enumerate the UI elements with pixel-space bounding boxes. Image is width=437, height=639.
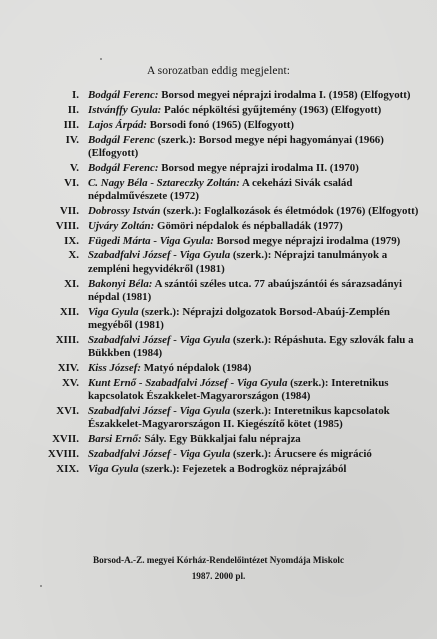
series-entry <box>30 306 420 332</box>
paper-speck <box>100 58 102 60</box>
entry-number: V. <box>69 161 79 174</box>
series-entry <box>30 377 420 403</box>
entry-author: Viga Gyula <box>88 305 139 318</box>
entry-number: III. <box>63 118 79 131</box>
entry-title: (szerk.): Foglalkozások és életmódok (1976) (Elfogyott) <box>163 204 419 217</box>
entry-text <box>88 448 420 461</box>
entry-title: (szerk.): Fejezetek a Bodrogköz néprajzából <box>141 462 347 475</box>
entry-title: Gömöri népdalok és népballadák (1977) <box>156 219 343 232</box>
entry-author: Ujváry Zoltán: <box>88 219 155 232</box>
entry-title: Borsod megye néprajzi irodalma II. (1970) <box>161 161 359 174</box>
entry-number: VIII. <box>55 219 79 232</box>
entry-author: Bodgál Ferenc <box>88 133 155 146</box>
series-heading: A sorozatban eddig megjelent: <box>146 65 291 77</box>
entry-title: Borsod megyei néprajzi irodalma I. (1958) (Elfogyott) <box>161 89 411 101</box>
entry-text <box>88 405 420 431</box>
entry-number: XI. <box>64 277 79 290</box>
entry-text <box>88 162 420 175</box>
entry-title: (szerk.): Interetnikus kapcsolatok Északkelet-Magyarországon II. Kiegészítő kötet (1985) <box>88 404 390 430</box>
entry-number: XVI. <box>56 404 79 417</box>
entry-title: (szerk.): Árucsere és migráció <box>232 447 372 460</box>
entry-number: X. <box>68 249 79 262</box>
series-entry <box>30 463 420 476</box>
entry-number: IX. <box>64 234 79 247</box>
entry-number: IV. <box>65 133 79 146</box>
entry-author: Bodgál Ferenc: <box>88 161 159 174</box>
entry-text <box>88 177 420 203</box>
entry-text <box>88 362 420 375</box>
entry-author: Kunt Ernő - Szabadfalvi József - Viga Gyula <box>88 376 288 389</box>
entry-title: Borsodi fonó (1965) (Elfogyott) <box>149 118 295 131</box>
entry-text <box>88 235 420 248</box>
entry-number: XIV. <box>57 361 79 374</box>
entry-text <box>88 306 420 332</box>
entry-text <box>88 278 420 304</box>
entry-title: (szerk.): Répáshuta. Egy szlovák falu a Bükkben (1984) <box>88 333 414 359</box>
entry-author: Fügedi Márta - Viga Gyula: <box>88 234 214 247</box>
entry-author: C. Nagy Béla - Sztareczky Zoltán: <box>88 176 240 189</box>
entry-title: Borsod megye néprajzi irodalma (1979) <box>216 234 401 247</box>
entry-author: Bodgál Ferenc: <box>88 89 159 101</box>
entry-number: XIII. <box>55 333 79 346</box>
entry-text <box>88 205 420 218</box>
paper-speck <box>40 585 42 587</box>
entry-text <box>88 89 420 102</box>
print-year-run: 1987. 2000 pl. <box>191 571 246 581</box>
entry-title: A szántói széles utca. 77 abaújszántói és sárazsadányi népdal (1981) <box>88 277 403 303</box>
entry-number: II. <box>67 103 79 116</box>
entry-author: Szabadfalvi József - Viga Gyula <box>88 404 231 417</box>
entry-title: (szerk.): Borsod megye népi hagyományai (1966) (Elfogyott) <box>88 133 384 159</box>
entry-text <box>88 249 420 275</box>
entry-title: A cekeházi Sivák család népdalművészete (1972) <box>88 176 353 202</box>
series-entry <box>30 405 420 431</box>
series-entry <box>30 448 420 461</box>
series-entry <box>30 205 420 218</box>
entry-title: (szerk.): Néprajzi dolgozatok Borsod-Abaúj-Zemplén megyéből (1981) <box>88 305 390 331</box>
entry-title: Palóc népköltési gyűjtemény (1963) (Elfogyott) <box>164 103 382 116</box>
entry-number: VI. <box>64 176 79 189</box>
entry-author: Szabadfalvi József - Viga Gyula <box>88 249 231 262</box>
entry-text <box>88 463 420 476</box>
series-entry <box>30 134 420 160</box>
entry-number: XVII. <box>52 432 79 445</box>
entry-number: XII. <box>59 305 79 318</box>
printer-name: Borsod-A.-Z. megyei Kórház-Rendelőintézet Nyomdája Miskolc <box>92 555 345 565</box>
entry-author: Kiss József: <box>88 361 141 374</box>
series-entry <box>30 177 420 203</box>
entry-title: Matyó népdalok (1984) <box>143 361 252 374</box>
entry-author: Barsi Ernő: <box>88 432 142 445</box>
entry-text <box>88 334 420 360</box>
entry-text <box>88 377 420 403</box>
series-entry <box>30 362 420 375</box>
entry-title: (szerk.): Interetnikus kapcsolatok Északkelet-Magyarországon (1984) <box>88 376 389 402</box>
entry-author: Dobrossy István <box>88 204 161 217</box>
entry-text <box>88 119 420 132</box>
series-entry <box>30 249 420 275</box>
entry-text <box>88 104 420 117</box>
entry-text <box>88 220 420 233</box>
entry-author: Szabadfalvi József - Viga Gyula <box>88 447 231 460</box>
series-entry <box>30 119 420 132</box>
series-entry <box>30 334 420 360</box>
series-entry <box>30 278 420 304</box>
entry-number: I. <box>72 89 79 101</box>
entry-author: Lajos Árpád: <box>88 118 147 131</box>
series-entry <box>30 104 420 117</box>
entry-number: XV. <box>61 376 79 389</box>
entry-text <box>88 134 420 160</box>
entry-title: Sály. Egy Bükkaljai falu néprajza <box>144 432 301 445</box>
entry-title: (szerk.): Néprajzi tanulmányok a zempléni hegyvidékről (1981) <box>88 249 388 275</box>
printer-imprint <box>0 552 437 584</box>
series-entry <box>30 433 420 446</box>
entry-number: VII. <box>59 204 79 217</box>
entry-author: Szabadfalvi József - Viga Gyula <box>88 333 231 346</box>
series-entry <box>30 89 420 102</box>
series-entry <box>30 220 420 233</box>
entry-text <box>88 433 420 446</box>
series-entry <box>30 162 420 175</box>
series-list <box>30 89 420 478</box>
entry-author: Bakonyi Béla: <box>88 277 153 290</box>
series-entry <box>30 235 420 248</box>
entry-number: XIX. <box>56 462 79 475</box>
entry-author: Viga Gyula <box>88 462 139 475</box>
entry-number: XVIII. <box>47 447 79 460</box>
entry-author: Istvánffy Gyula: <box>88 103 162 116</box>
